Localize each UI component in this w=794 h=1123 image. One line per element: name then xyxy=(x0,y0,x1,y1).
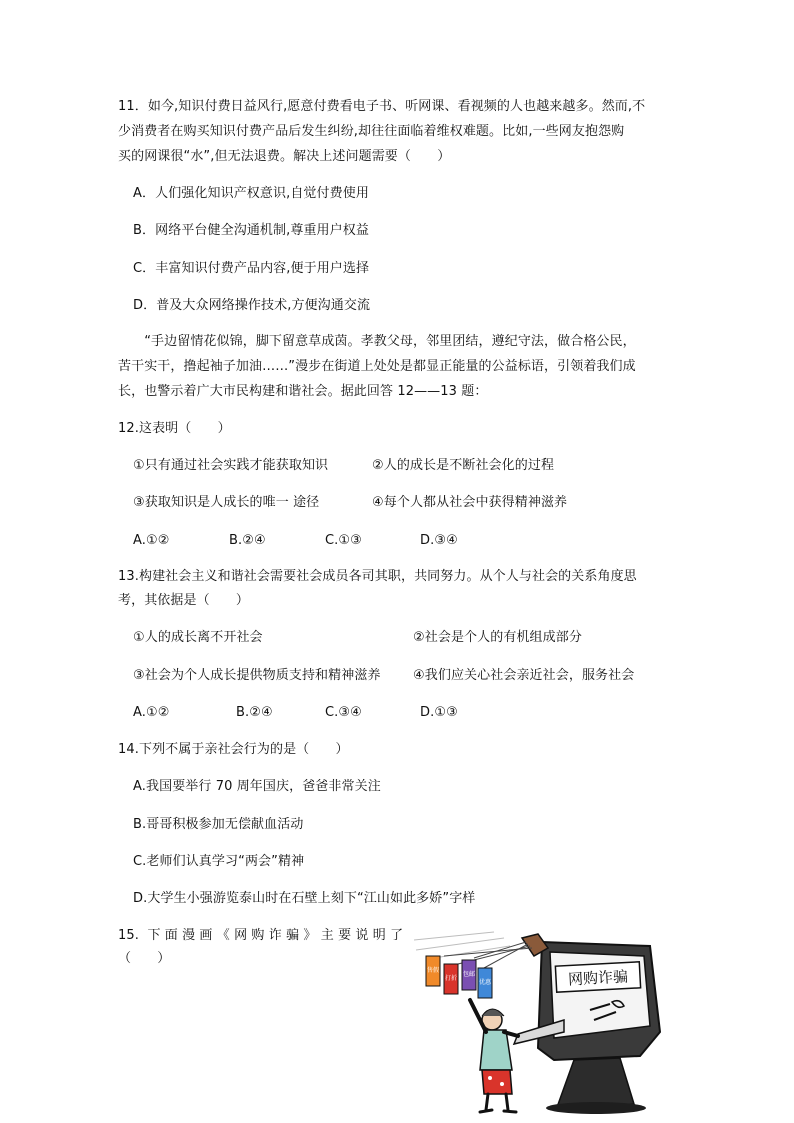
cartoon-sign-text: 网购诈骗 xyxy=(567,967,629,989)
q13-item-2: ②社会是个人的有机组成部分 xyxy=(413,630,582,645)
q14-option-c: C.老师们认真学习“两会”精神 xyxy=(133,854,305,869)
q12-answer-b: B.②④ xyxy=(229,533,266,548)
q12-answer-a: A.①② xyxy=(133,533,170,548)
q11-option-c: C．丰富知识付费产品内容,便于用户选择 xyxy=(133,261,370,276)
cartoon-tag-4: 优惠 xyxy=(478,979,492,986)
online-shopping-fraud-cartoon xyxy=(414,928,672,1116)
q12-stem: 12.这表明（ ） xyxy=(118,421,231,436)
passage-line-1: “手边留情花似锦，脚下留意草成茵。孝教父母，邻里团结，遵纪守法，做合格公民， xyxy=(118,334,636,349)
q13-item-1: ①人的成长离不开社会 xyxy=(133,630,263,645)
q13-answer-d: D.①③ xyxy=(420,705,458,720)
q13-item-3: ③社会为个人成长提供物质支持和精神滋养 xyxy=(133,668,381,683)
q11-option-d: D．普及大众网络操作技术,方便沟通交流 xyxy=(133,298,371,313)
cartoon-tag-1: 售假 xyxy=(426,967,440,974)
q12-answer-c: C.①③ xyxy=(325,533,362,548)
q12-answer-d: D.③④ xyxy=(420,533,458,548)
q11-option-a: A．人们强化知识产权意识,自觉付费使用 xyxy=(133,186,369,201)
q11-option-b: B．网络平台健全沟通机制,尊重用户权益 xyxy=(133,223,369,238)
passage-line-3: 长，也警示着广大市民构建和谐社会。据此回答 12——13 题： xyxy=(118,384,488,399)
q14-option-b: B.哥哥积极参加无偿献血活动 xyxy=(133,817,304,832)
q13-stem-line-1: 13.构建社会主义和谐社会需要社会成员各司其职，共同努力。从个人与社会的关系角度思 xyxy=(118,569,637,584)
q11-stem-line-1: 11．如今,知识付费日益风行,愿意付费看电子书、听网课、看视频的人也越来越多。然而,不 xyxy=(118,99,646,114)
q12-item-4: ④每个人都从社会中获得精神滋养 xyxy=(372,495,568,510)
q13-stem-line-2: 考，其依据是（ ） xyxy=(118,593,250,608)
q12-item-2: ②人的成长是不断社会化的过程 xyxy=(372,458,555,473)
q13-answer-a: A.①② xyxy=(133,705,170,720)
q11-stem-line-3: 买的网课很“水”,但无法退费。解决上述问题需要（ ） xyxy=(118,149,451,164)
cartoon-tag-3: 包邮 xyxy=(462,971,476,978)
q13-answer-c: C.③④ xyxy=(325,705,362,720)
q11-stem-line-2: 少消费者在购买知识付费产品后发生纠纷,却往往面临着维权难题。比如,一些网友抱怨购 xyxy=(118,124,625,139)
q13-answer-b: B.②④ xyxy=(236,705,273,720)
q13-item-4: ④我们应关心社会亲近社会，服务社会 xyxy=(413,668,635,683)
passage-line-2: 苦干实干，撸起袖子加油……”漫步在街道上处处是都显正能量的公益标语，引领着我们成 xyxy=(118,359,636,374)
q15-stem-line-2: （ ） xyxy=(118,951,171,966)
q14-option-a: A.我国要举行 70 周年国庆，爸爸非常关注 xyxy=(133,779,381,794)
q12-item-3: ③获取知识是人成长的唯一 途径 xyxy=(133,495,320,510)
q14-option-d: D.大学生小强游览泰山时在石壁上刻下“江山如此多娇”字样 xyxy=(133,891,476,906)
q12-item-1: ①只有通过社会实践才能获取知识 xyxy=(133,458,329,473)
cartoon-tag-2: 打折 xyxy=(444,975,458,982)
q15-stem-line-1: 15. 下 面 漫 画 《 网 购 诈 骗 》 主 要 说 明 了 xyxy=(118,928,404,943)
q14-stem: 14.下列不属于亲社会行为的是（ ） xyxy=(118,742,349,757)
